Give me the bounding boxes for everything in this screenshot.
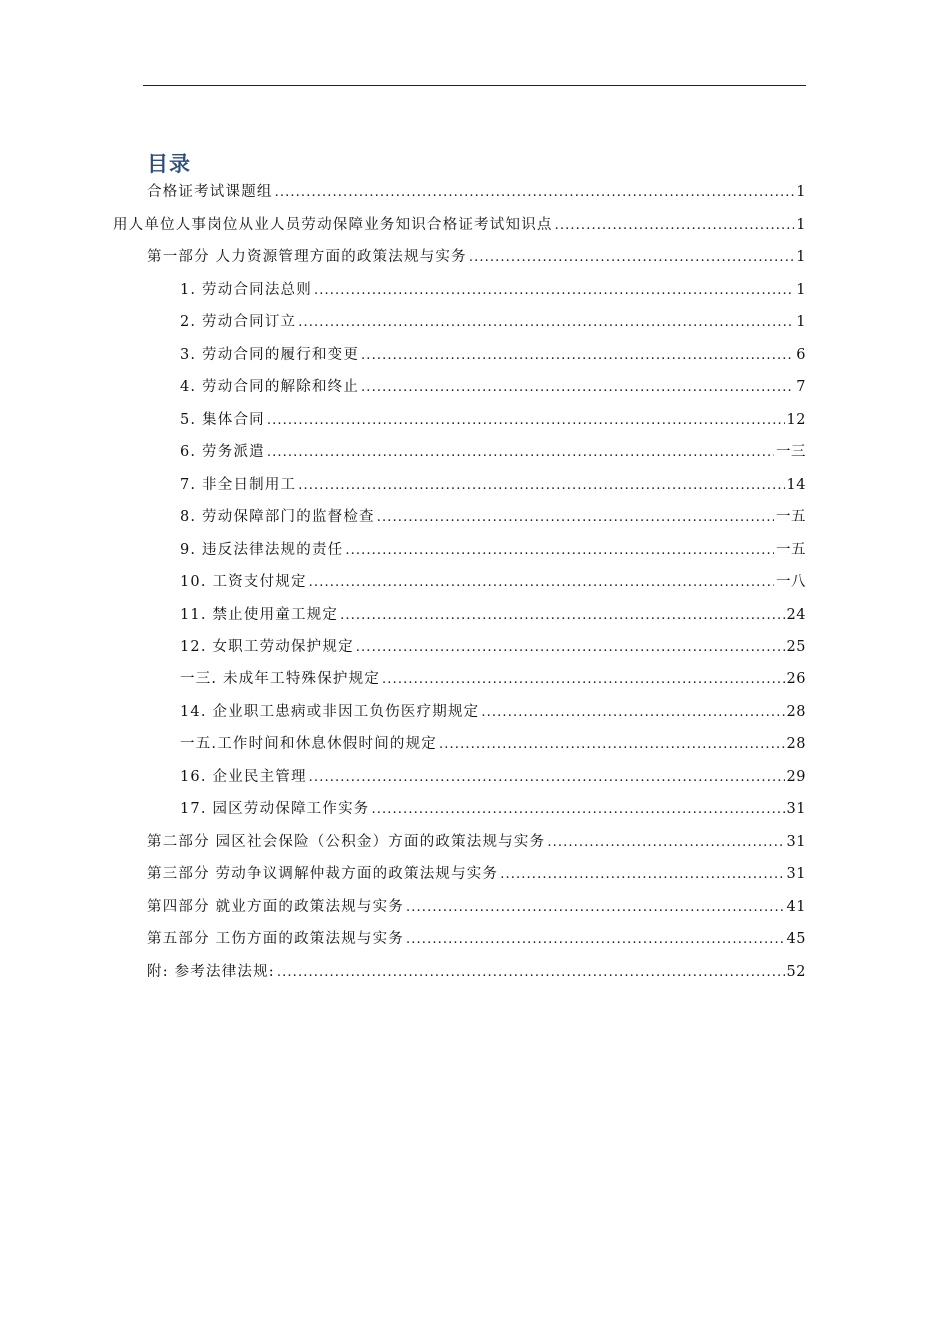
toc-leader-dots bbox=[371, 798, 784, 822]
toc-entry-text: 3. 劳动合同的履行和变更 bbox=[180, 347, 360, 363]
toc-entry[interactable] bbox=[180, 278, 806, 302]
toc-entry-page: 1 bbox=[796, 217, 806, 233]
toc-entry[interactable] bbox=[180, 732, 806, 756]
toc-entry[interactable] bbox=[180, 505, 806, 529]
toc-leader-dots bbox=[555, 214, 795, 238]
toc-entry[interactable] bbox=[180, 700, 806, 724]
toc-entry[interactable] bbox=[180, 473, 806, 497]
toc-leader-dots bbox=[267, 441, 774, 465]
toc-entry[interactable] bbox=[180, 408, 806, 432]
toc-leader-dots bbox=[267, 409, 785, 433]
toc-leader-dots bbox=[361, 376, 794, 400]
toc-entry[interactable] bbox=[147, 180, 806, 204]
toc-entry-page: 7 bbox=[796, 379, 806, 395]
toc-entry-page: 26 bbox=[786, 671, 806, 687]
toc-entry[interactable] bbox=[180, 310, 806, 334]
toc-entry-text: 11. 禁止使用童工规定 bbox=[180, 607, 339, 623]
toc-entry[interactable] bbox=[180, 765, 806, 789]
toc-entry-page: 1 bbox=[796, 282, 806, 298]
toc-entry-text: 8. 劳动保障部门的监督检查 bbox=[180, 509, 375, 525]
toc-entry-page: 一三 bbox=[776, 444, 806, 460]
toc-entry-page: 28 bbox=[786, 704, 806, 720]
toc-entry[interactable] bbox=[180, 538, 806, 562]
toc-entry[interactable] bbox=[147, 862, 806, 886]
toc-entry[interactable] bbox=[147, 960, 806, 984]
toc-entry[interactable] bbox=[147, 927, 806, 951]
toc-entry-page: 25 bbox=[786, 639, 806, 655]
toc-entry-page: 31 bbox=[786, 834, 806, 850]
toc-entry-text: 12. 女职工劳动保护规定 bbox=[180, 639, 354, 655]
toc-entry-text: 6. 劳务派遣 bbox=[180, 444, 265, 460]
toc-leader-dots bbox=[469, 246, 794, 270]
toc-entry-page: 41 bbox=[786, 899, 806, 915]
toc-leader-dots bbox=[275, 181, 795, 205]
toc-entry-page: 6 bbox=[796, 347, 806, 363]
toc-entry-page: 12 bbox=[786, 412, 806, 428]
toc-leader-dots bbox=[406, 896, 785, 920]
toc-leader-dots bbox=[298, 311, 794, 335]
toc-leader-dots bbox=[314, 279, 794, 303]
toc-entry-text: 用人单位人事岗位从业人员劳动保障业务知识合格证考试知识点 bbox=[113, 217, 553, 233]
toc-entry-page: 29 bbox=[786, 769, 806, 785]
toc-entry-page: 52 bbox=[786, 964, 806, 980]
toc-leader-dots bbox=[361, 344, 794, 368]
toc-entry-page: 1 bbox=[796, 249, 806, 265]
toc-entry-text: 第三部分 劳动争议调解仲裁方面的政策法规与实务 bbox=[147, 866, 499, 882]
toc-entry-page: 一五 bbox=[776, 542, 806, 558]
toc-leader-dots bbox=[309, 571, 774, 595]
toc-leader-dots bbox=[277, 961, 785, 985]
toc-entry-page: 1 bbox=[796, 184, 806, 200]
toc-leader-dots bbox=[309, 766, 785, 790]
toc-leader-dots bbox=[340, 604, 784, 628]
toc-entry[interactable] bbox=[147, 245, 806, 269]
toc-leader-dots bbox=[382, 668, 785, 692]
toc-entry-page: 31 bbox=[786, 801, 806, 817]
toc-entry-text: 附: 参考法律法规: bbox=[147, 964, 275, 980]
toc-leader-dots bbox=[377, 506, 774, 530]
toc-entry-text: 1. 劳动合同法总则 bbox=[180, 282, 312, 298]
toc-entry-text: 一三. 未成年工特殊保护规定 bbox=[180, 671, 381, 687]
toc-leader-dots bbox=[406, 928, 785, 952]
toc-leader-dots bbox=[481, 701, 784, 725]
toc-entry[interactable] bbox=[180, 570, 806, 594]
toc-entry-text: 一五.工作时间和休息休假时间的规定 bbox=[180, 736, 438, 752]
toc-leader-dots bbox=[500, 863, 784, 887]
toc-leader-dots bbox=[298, 474, 784, 498]
toc-entry-page: 一八 bbox=[776, 574, 806, 590]
toc-entry[interactable] bbox=[180, 667, 806, 691]
toc-entry-text: 4. 劳动合同的解除和终止 bbox=[180, 379, 360, 395]
toc-entry-text: 7. 非全日制用工 bbox=[180, 477, 297, 493]
toc-entry-page: 28 bbox=[786, 736, 806, 752]
toc-entry-page: 1 bbox=[796, 314, 806, 330]
toc-entry-text: 2. 劳动合同订立 bbox=[180, 314, 297, 330]
toc-entry[interactable] bbox=[180, 635, 806, 659]
toc-entry-page: 45 bbox=[786, 931, 806, 947]
toc-entry-text: 9. 违反法律法规的责任 bbox=[180, 542, 344, 558]
toc-entry-text: 17. 园区劳动保障工作实务 bbox=[180, 801, 370, 817]
toc-entry-page: 一五 bbox=[776, 509, 806, 525]
toc-entry-page: 14 bbox=[786, 477, 806, 493]
toc-entry-page: 31 bbox=[786, 866, 806, 882]
toc-entry[interactable] bbox=[180, 375, 806, 399]
toc-entry-text: 第四部分 就业方面的政策法规与实务 bbox=[147, 899, 405, 915]
toc-entry[interactable] bbox=[180, 343, 806, 367]
toc-entry[interactable] bbox=[113, 213, 806, 237]
toc-entry[interactable] bbox=[180, 797, 806, 821]
toc-entry-text: 第一部分 人力资源管理方面的政策法规与实务 bbox=[147, 249, 467, 265]
toc-entry-text: 10. 工资支付规定 bbox=[180, 574, 307, 590]
toc-leader-dots bbox=[439, 733, 785, 757]
toc-entry[interactable] bbox=[147, 830, 806, 854]
toc-entry-text: 合格证考试课题组 bbox=[147, 184, 273, 200]
toc-leader-dots bbox=[356, 636, 785, 660]
toc-entry-text: 第二部分 园区社会保险（公积金）方面的政策法规与实务 bbox=[147, 834, 546, 850]
toc-title: 目录 bbox=[147, 152, 191, 176]
toc-entry-text: 第五部分 工伤方面的政策法规与实务 bbox=[147, 931, 405, 947]
toc-entry-text: 14. 企业职工患病或非因工负伤医疗期规定 bbox=[180, 704, 480, 720]
header-rule bbox=[143, 85, 806, 86]
toc-entry[interactable] bbox=[147, 895, 806, 919]
toc-entry[interactable] bbox=[180, 603, 806, 627]
toc-entry-text: 16. 企业民主管理 bbox=[180, 769, 307, 785]
toc-leader-dots bbox=[547, 831, 784, 855]
toc-leader-dots bbox=[345, 539, 774, 563]
toc-entry-page: 24 bbox=[786, 607, 806, 623]
toc-entry[interactable] bbox=[180, 440, 806, 464]
toc-entry-text: 5. 集体合同 bbox=[180, 412, 265, 428]
